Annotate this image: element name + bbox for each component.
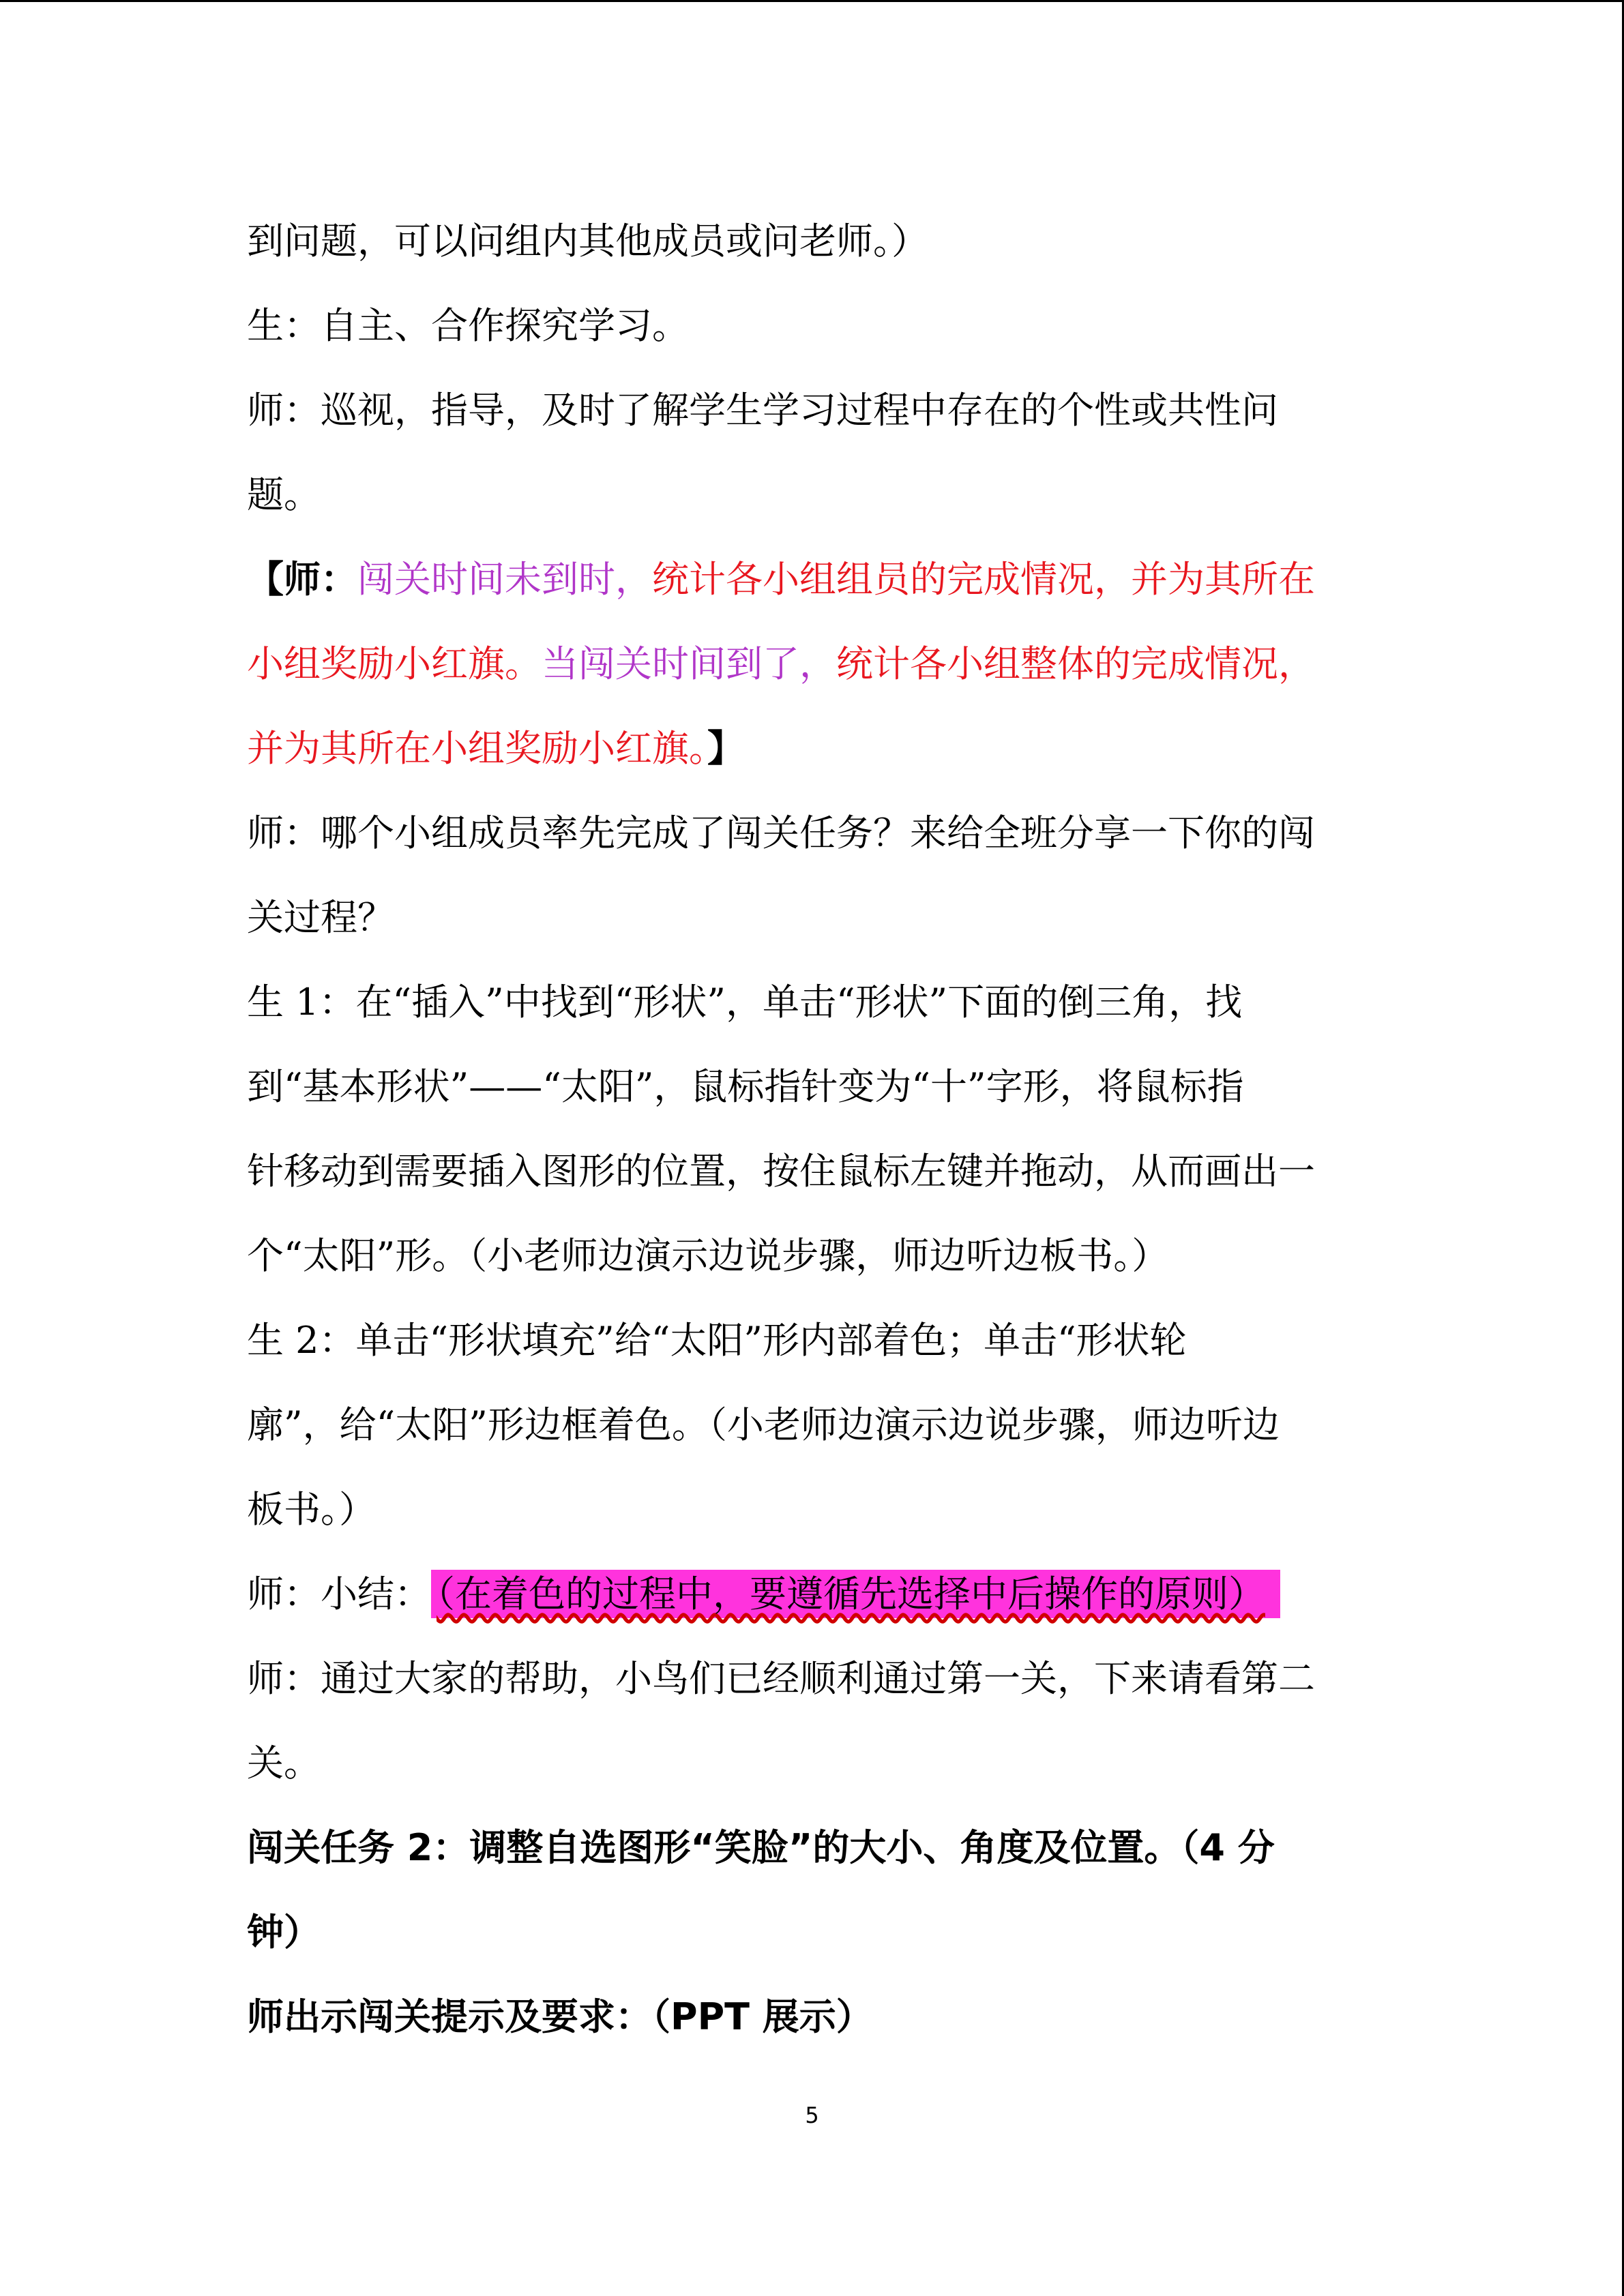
paragraph-line: 板书。） [247,1488,376,1531]
paragraph-line: 师：通过大家的帮助，小鸟们已经顺利通过第一关，下来请看第二 [247,1657,1315,1700]
paragraph-line: 生：自主、合作探究学习。 [247,304,689,347]
red-text: 并为其所在小组奖励小红旗。 [247,727,707,770]
paragraph-line [247,1552,1372,1637]
paragraph-line: 关过程？ [247,896,394,939]
paragraph-line: 廓”，给“太阳”形边框着色。（小老师边演示边说步骤，师边听边 [247,1403,1280,1446]
page-border-top [0,0,1624,2]
bracket-close: 】 [707,727,744,770]
highlighted-summary: （在着色的过程中，要遵循先选择中后操作的原则） [431,1570,1280,1618]
paragraph-line: 个“太阳”形。（小老师边演示边说步骤，师边听边板书。） [247,1234,1169,1277]
paragraph-line: 关。 [247,1742,321,1785]
paragraph-line: 到问题，可以问组内其他成员或问老师。） [247,220,928,263]
task-heading: 闯关任务 2：调整自选图形“笑脸”的大小、角度及位置。（4 分 [247,1826,1275,1869]
magenta-text: 当闯关时间到了， [542,642,836,685]
red-text: 统计各小组组员的完成情况，并为其所在 [652,558,1315,601]
paragraph-line: 师：哪个小组成员率先完成了闯关任务？来给全班分享一下你的闯 [247,811,1315,854]
bracket-open-teacher: 【师： [247,558,357,601]
magenta-text: 闯关时间未到时， [357,558,652,601]
paragraph-line: 题。 [247,473,321,516]
red-text: 小组奖励小红旗。 [247,642,542,685]
document-body [247,199,1372,2059]
paragraph-line: 生 1：在“插入”中找到“形状”，单击“形状”下面的倒三角，找 [247,981,1243,1024]
paragraph-line: 师：巡视，指导，及时了解学生学习过程中存在的个性或共性问 [247,389,1278,432]
paragraph-line: 针移动到需要插入图形的位置，按住鼠标左键并拖动，从而画出一 [247,1150,1315,1193]
task-heading: 钟） [247,1911,321,1954]
paragraph-line [247,706,1372,791]
paragraph-line: 生 2：单击“形状填充”给“太阳”形内部着色；单击“形状轮 [247,1319,1187,1362]
paragraph-line: 到“基本形状”——“太阳”，鼠标指针变为“十”字形，将鼠标指 [247,1065,1244,1108]
paragraph-line [247,537,1372,622]
page-number: 5 [805,2102,819,2128]
task-heading: 师出示闯关提示及要求：（PPT 展示） [247,1995,873,2038]
red-text: 统计各小组整体的完成情况， [836,642,1315,685]
summary-label: 师：小结： [247,1572,431,1615]
paragraph-line [247,622,1372,706]
